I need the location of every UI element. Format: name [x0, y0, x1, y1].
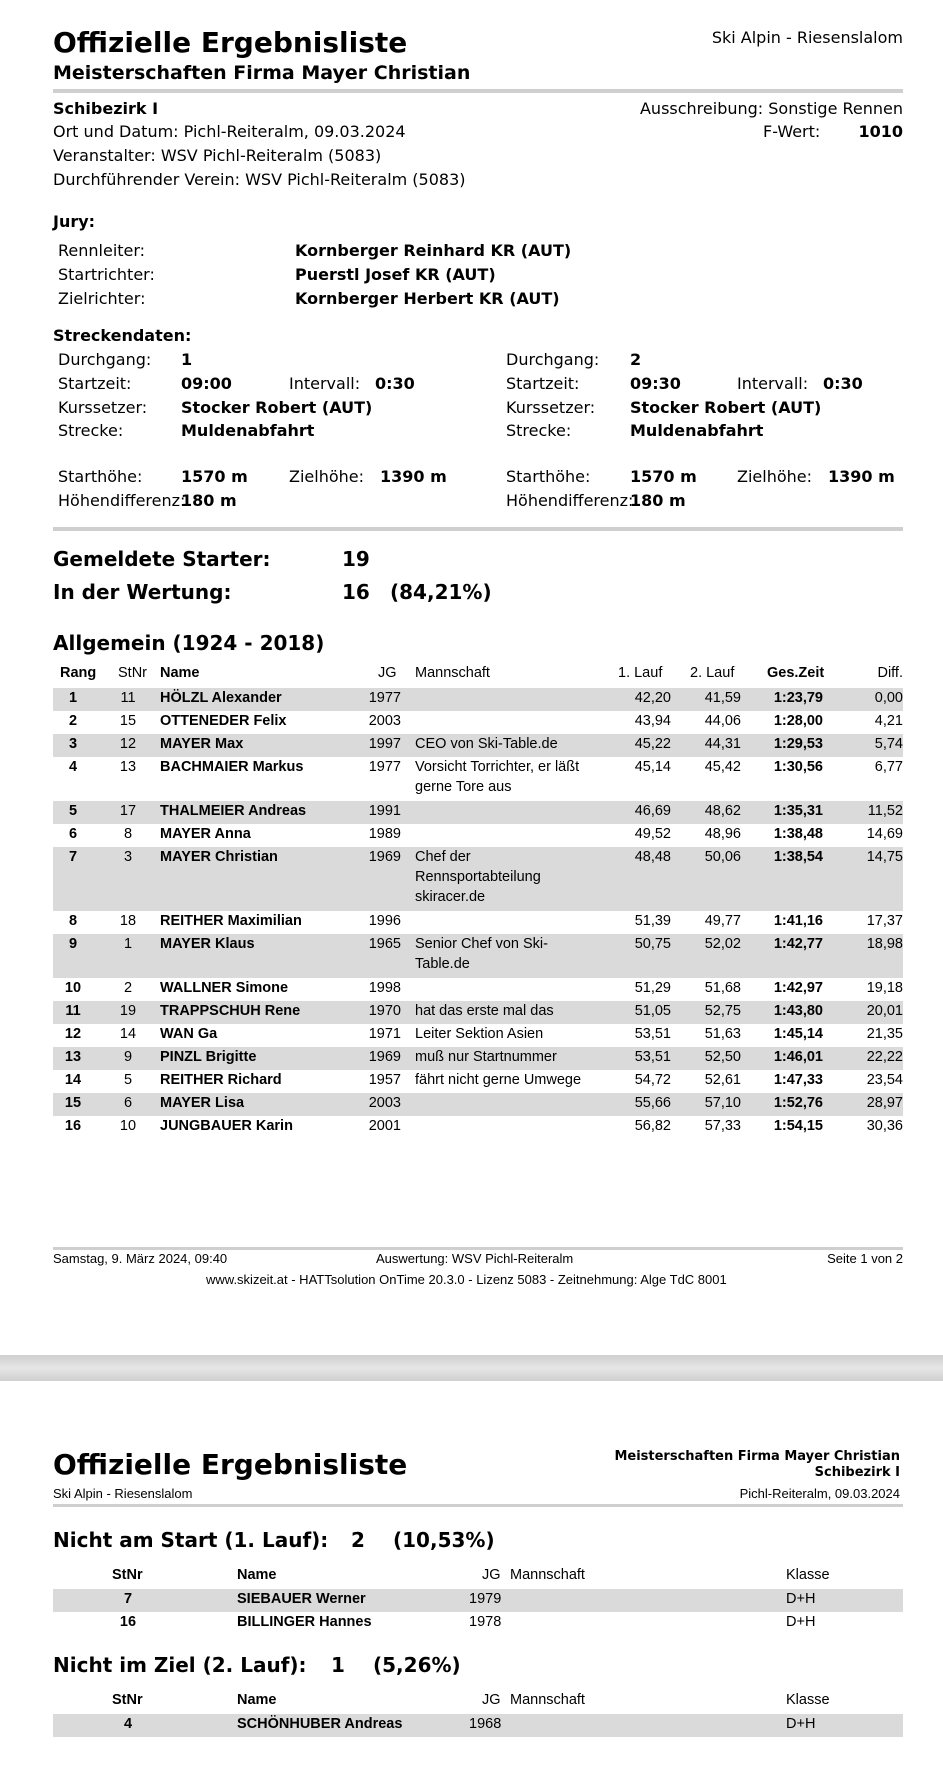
table-row — [53, 688, 903, 711]
run-label: Durchgang: — [506, 350, 600, 369]
diff-cell: 22,22 — [866, 1049, 903, 1065]
organizer: Veranstalter: WSV Pichl-Reiteralm (5083) — [53, 146, 382, 165]
rank-cell: 10 — [64, 980, 82, 996]
dnf-col-stnr: StNr — [112, 1692, 143, 1708]
run2-cell: 48,62 — [704, 803, 741, 819]
name-cell: REITHER Maximilian — [160, 913, 302, 929]
name-cell: THALMEIER Andreas — [160, 803, 307, 819]
team-cell: skiracer.de — [415, 889, 486, 905]
place-date: Ort und Datum: Pichl-Reiteralm, 09.03.2024 — [53, 122, 406, 141]
run-number: 2 — [630, 350, 642, 369]
diff-cell: 4,21 — [874, 713, 903, 729]
run1-cell: 51,05 — [634, 1003, 671, 1019]
run1-cell: 45,22 — [634, 736, 671, 752]
run1-cell: 49,52 — [634, 826, 671, 842]
page-break — [0, 1355, 943, 1381]
total-time-cell: 1:43,80 — [773, 1003, 823, 1019]
rank-cell: 13 — [64, 1049, 82, 1065]
track-label: Strecke: — [506, 421, 572, 440]
col-header-total: Ges.Zeit — [767, 665, 825, 681]
ranked-label: In der Wertung: — [53, 580, 232, 604]
district-label: Schibezirk I — [53, 99, 159, 118]
run2-cell: 48,96 — [704, 826, 741, 842]
dnf-col-jg: JG — [482, 1692, 501, 1708]
interval-label: Intervall: — [289, 374, 361, 393]
run1-cell: 51,39 — [634, 913, 671, 929]
jury-name: Puerstl Josef KR (AUT) — [295, 265, 496, 284]
registered-label: Gemeldete Starter: — [53, 547, 271, 571]
run1-cell: 50,75 — [634, 936, 671, 952]
year-cell: 1998 — [368, 980, 401, 996]
year-cell: 2001 — [368, 1118, 401, 1134]
table-row — [53, 1714, 903, 1737]
run1-cell: 45,14 — [634, 759, 671, 775]
stnr-cell: 5 — [123, 1072, 133, 1088]
total-time-cell: 1:29,53 — [773, 736, 823, 752]
footer-date: Samstag, 9. März 2024, 09:40 — [53, 1251, 228, 1266]
footer-evaluation: Auswertung: WSV Pichl-Reiteralm — [376, 1251, 574, 1266]
category-heading: Allgemein (1924 - 2018) — [53, 631, 325, 655]
total-time-cell: 1:54,15 — [773, 1118, 823, 1134]
stnr-cell: 19 — [119, 1003, 137, 1019]
col-header-rang: Rang — [60, 665, 97, 681]
table-row — [53, 734, 903, 757]
rank-cell: 15 — [64, 1095, 82, 1111]
footer-divider — [53, 1247, 903, 1250]
track-name: Muldenabfahrt — [630, 421, 764, 440]
rank-cell: 11 — [65, 1003, 81, 1019]
course-setter: Stocker Robert (AUT) — [630, 398, 822, 417]
course-setter: Stocker Robert (AUT) — [181, 398, 373, 417]
year-cell: 1977 — [368, 690, 401, 706]
height-diff: 180 m — [181, 491, 237, 510]
course-heading: Streckendaten: — [53, 326, 192, 345]
total-time-cell: 1:23,79 — [773, 690, 823, 706]
team-cell: hat das erste mal das — [415, 1003, 554, 1019]
page-title: Offizielle Ergebnisliste — [53, 1448, 408, 1481]
course-divider — [53, 527, 903, 531]
table-row — [53, 1116, 903, 1139]
results-table — [53, 688, 903, 1139]
class-cell: D+H — [786, 1614, 816, 1630]
stnr-cell: 11 — [120, 690, 136, 706]
team-cell: Rennsportabteilung — [415, 869, 541, 885]
run2-cell: 51,63 — [704, 1026, 741, 1042]
stnr-cell: 6 — [123, 1095, 133, 1111]
rank-cell: 12 — [64, 1026, 82, 1042]
team-cell: gerne Tore aus — [415, 779, 512, 795]
name-cell: WAN Ga — [160, 1026, 218, 1042]
finish-altitude: 1390 m — [380, 467, 447, 486]
name-cell: MAYER Klaus — [160, 936, 255, 952]
rank-cell: 1 — [68, 690, 78, 706]
stnr-cell: 7 — [123, 1591, 133, 1607]
footer-software: www.skizeit.at - HATTsolution OnTime 20.3.0 - Lizenz 5083 - Zeitnehmung: Alge TdC 8001 — [206, 1272, 727, 1287]
name-cell: MAYER Lisa — [160, 1095, 245, 1111]
results-page-2 — [0, 1381, 943, 1771]
table-row — [53, 711, 903, 734]
stnr-cell: 3 — [123, 849, 133, 865]
run2-cell: 57,33 — [704, 1118, 741, 1134]
team-cell: Leiter Sektion Asien — [415, 1026, 544, 1042]
team-cell: Table.de — [415, 956, 470, 972]
team-cell: Chef der — [415, 849, 471, 865]
track-label: Strecke: — [58, 421, 124, 440]
name-cell: WALLNER Simone — [160, 980, 289, 996]
dns-col-klasse: Klasse — [786, 1567, 830, 1583]
table-row — [53, 824, 903, 847]
col-header-run2: 2. Lauf — [690, 665, 735, 681]
run2-cell: 51,68 — [704, 980, 741, 996]
stnr-cell: 8 — [123, 826, 133, 842]
year-cell: 1970 — [368, 1003, 401, 1019]
stnr-cell: 4 — [123, 1716, 133, 1732]
height-diff-label: Höhendifferenz: — [58, 491, 186, 510]
run1-cell: 54,72 — [634, 1072, 671, 1088]
rank-cell: 16 — [64, 1118, 82, 1134]
rank-cell: 2 — [68, 713, 78, 729]
diff-cell: 20,01 — [866, 1003, 903, 1019]
run2-cell: 52,50 — [704, 1049, 741, 1065]
total-time-cell: 1:28,00 — [773, 713, 823, 729]
col-header-name: Name — [160, 665, 200, 681]
start-alt-label: Starthöhe: — [506, 467, 591, 486]
stnr-cell: 15 — [119, 713, 137, 729]
year-cell: 2003 — [368, 1095, 401, 1111]
start-time-label: Startzeit: — [58, 374, 132, 393]
diff-cell: 18,98 — [866, 936, 903, 952]
discipline-label: Ski Alpin - Riesenslalom — [711, 28, 903, 47]
jury-name: Kornberger Reinhard KR (AUT) — [295, 241, 572, 260]
run1-cell: 53,51 — [634, 1026, 671, 1042]
header-divider — [53, 1504, 903, 1507]
diff-cell: 23,54 — [866, 1072, 903, 1088]
page-title: Offizielle Ergebnisliste — [53, 26, 408, 59]
rank-cell: 14 — [64, 1072, 82, 1088]
year-cell: 1969 — [368, 849, 401, 865]
diff-cell: 14,75 — [866, 849, 903, 865]
name-cell: HÖLZL Alexander — [160, 690, 282, 706]
stnr-cell: 16 — [119, 1614, 137, 1630]
rank-cell: 8 — [68, 913, 78, 929]
finish-altitude: 1390 m — [828, 467, 895, 486]
height-diff: 180 m — [630, 491, 686, 510]
run-label: Durchgang: — [58, 350, 152, 369]
table-row — [53, 1070, 903, 1093]
finish-alt-label: Zielhöhe: — [737, 467, 812, 486]
year-cell: 1991 — [368, 803, 401, 819]
total-time-cell: 1:30,56 — [773, 759, 823, 775]
dns-col-jg: JG — [482, 1567, 501, 1583]
ranked-percent: (84,21%) — [390, 580, 492, 604]
table-row — [53, 1047, 903, 1070]
finish-alt-label: Zielhöhe: — [289, 467, 364, 486]
run1-cell: 53,51 — [634, 1049, 671, 1065]
start-time: 09:00 — [181, 374, 232, 393]
dns-count: 2 — [351, 1528, 365, 1552]
diff-cell: 21,35 — [866, 1026, 903, 1042]
year-cell: 1977 — [368, 759, 401, 775]
run2-cell: 44,06 — [704, 713, 741, 729]
dnf-count: 1 — [331, 1653, 345, 1677]
interval-label: Intervall: — [737, 374, 809, 393]
run1-cell: 55,66 — [634, 1095, 671, 1111]
run2-cell: 41,59 — [704, 690, 741, 706]
name-cell: BACHMAIER Markus — [160, 759, 304, 775]
run2-cell: 45,42 — [704, 759, 741, 775]
col-header-team: Mannschaft — [415, 665, 490, 681]
total-time-cell: 1:47,33 — [773, 1072, 823, 1088]
total-time-cell: 1:38,48 — [773, 826, 823, 842]
total-time-cell: 1:42,97 — [773, 980, 823, 996]
table-row — [53, 1612, 903, 1635]
rank-cell: 7 — [68, 849, 78, 865]
diff-cell: 14,69 — [866, 826, 903, 842]
rank-cell: 9 — [68, 936, 78, 952]
diff-cell: 17,37 — [866, 913, 903, 929]
dnf-table — [53, 1714, 903, 1737]
rank-cell: 6 — [68, 826, 78, 842]
total-time-cell: 1:42,77 — [773, 936, 823, 952]
discipline-label: Ski Alpin - Riesenslalom — [53, 1486, 193, 1501]
dns-percent: (10,53%) — [393, 1528, 495, 1552]
year-cell: 1965 — [368, 936, 401, 952]
run-number: 1 — [181, 350, 193, 369]
total-time-cell: 1:46,01 — [773, 1049, 823, 1065]
table-row — [53, 757, 903, 801]
dns-col-name: Name — [237, 1567, 277, 1583]
stnr-cell: 10 — [119, 1118, 137, 1134]
year-cell: 1971 — [368, 1026, 401, 1042]
team-cell: Senior Chef von Ski- — [415, 936, 548, 952]
setter-label: Kurssetzer: — [506, 398, 596, 417]
table-row — [53, 1093, 903, 1116]
team-cell: Vorsicht Torrichter, er läßt — [415, 759, 580, 775]
team-cell: CEO von Ski-Table.de — [415, 736, 558, 752]
jury-heading: Jury: — [53, 212, 96, 231]
name-cell: MAYER Max — [160, 736, 244, 752]
run1-cell: 46,69 — [634, 803, 671, 819]
table-row — [53, 1024, 903, 1047]
year-cell: 1968 — [469, 1716, 502, 1732]
stnr-cell: 12 — [119, 736, 137, 752]
run2-cell: 50,06 — [704, 849, 741, 865]
place-date: Pichl-Reiteralm, 09.03.2024 — [739, 1486, 900, 1501]
table-row — [53, 847, 903, 911]
fwert-value: 1010 — [858, 122, 903, 141]
run1-cell: 42,20 — [634, 690, 671, 706]
start-altitude: 1570 m — [181, 467, 248, 486]
track-name: Muldenabfahrt — [181, 421, 315, 440]
run2-cell: 52,61 — [704, 1072, 741, 1088]
stnr-cell: 9 — [123, 1049, 133, 1065]
table-row — [53, 1001, 903, 1024]
diff-cell: 0,00 — [874, 690, 903, 706]
interval: 0:30 — [823, 374, 863, 393]
year-cell: 1989 — [368, 826, 401, 842]
total-time-cell: 1:35,31 — [773, 803, 823, 819]
start-alt-label: Starthöhe: — [58, 467, 143, 486]
team-cell: fährt nicht gerne Umwege — [415, 1072, 582, 1088]
name-cell: BILLINGER Hannes — [237, 1614, 372, 1630]
year-cell: 1996 — [368, 913, 401, 929]
total-time-cell: 1:52,76 — [773, 1095, 823, 1111]
run1-cell: 51,29 — [634, 980, 671, 996]
name-cell: PINZL Brigitte — [160, 1049, 257, 1065]
event-subtitle: Meisterschaften Firma Mayer Christian — [53, 62, 471, 84]
start-altitude: 1570 m — [630, 467, 697, 486]
run2-cell: 49,77 — [704, 913, 741, 929]
run2-cell: 52,75 — [704, 1003, 741, 1019]
year-cell: 1957 — [368, 1072, 401, 1088]
year-cell: 2003 — [368, 713, 401, 729]
stnr-cell: 1 — [123, 936, 133, 952]
dnf-col-klasse: Klasse — [786, 1692, 830, 1708]
executing-club: Durchführender Verein: WSV Pichl-Reiteralm (5083) — [53, 170, 466, 189]
run2-cell: 44,31 — [704, 736, 741, 752]
col-header-run1: 1. Lauf — [618, 665, 663, 681]
jury-name: Kornberger Herbert KR (AUT) — [295, 289, 560, 308]
name-cell: OTTENEDER Felix — [160, 713, 287, 729]
district-label: Schibezirk I — [814, 1465, 900, 1480]
class-cell: D+H — [786, 1716, 816, 1732]
stnr-cell: 2 — [123, 980, 133, 996]
dns-col-stnr: StNr — [112, 1567, 143, 1583]
stnr-cell: 18 — [119, 913, 137, 929]
height-diff-label: Höhendifferenz: — [506, 491, 634, 510]
table-row — [53, 1589, 903, 1612]
team-cell: muß nur Startnummer — [415, 1049, 557, 1065]
run1-cell: 56,82 — [634, 1118, 671, 1134]
table-row — [53, 911, 903, 934]
run1-cell: 48,48 — [634, 849, 671, 865]
stnr-cell: 14 — [119, 1026, 137, 1042]
class-cell: D+H — [786, 1591, 816, 1607]
diff-cell: 5,74 — [874, 736, 903, 752]
fwert-label: F-Wert: — [763, 122, 821, 141]
dns-table — [53, 1589, 903, 1635]
dnf-col-name: Name — [237, 1692, 277, 1708]
name-cell: MAYER Anna — [160, 826, 251, 842]
year-cell: 1969 — [368, 1049, 401, 1065]
footer-page: Seite 1 von 2 — [827, 1251, 903, 1266]
jury-role: Startrichter: — [58, 265, 155, 284]
dns-col-team: Mannschaft — [510, 1567, 585, 1583]
dnf-col-team: Mannschaft — [510, 1692, 585, 1708]
total-time-cell: 1:38,54 — [773, 849, 823, 865]
dnf-percent: (5,26%) — [373, 1653, 461, 1677]
setter-label: Kurssetzer: — [58, 398, 148, 417]
registered-count: 19 — [342, 547, 370, 571]
diff-cell: 28,97 — [866, 1095, 903, 1111]
col-header-diff: Diff. — [877, 665, 903, 681]
year-cell: 1978 — [469, 1614, 502, 1630]
year-cell: 1979 — [469, 1591, 502, 1607]
run2-cell: 52,02 — [704, 936, 741, 952]
dns-label: Nicht am Start (1. Lauf): — [53, 1528, 329, 1552]
event-name: Meisterschaften Firma Mayer Christian — [614, 1449, 900, 1464]
run1-cell: 43,94 — [634, 713, 671, 729]
rank-cell: 5 — [68, 803, 78, 819]
start-time: 09:30 — [630, 374, 681, 393]
table-row — [53, 801, 903, 824]
name-cell: JUNGBAUER Karin — [160, 1118, 293, 1134]
ranked-count: 16 — [342, 580, 370, 604]
name-cell: SIEBAUER Werner — [237, 1591, 366, 1607]
run2-cell: 57,10 — [704, 1095, 741, 1111]
header-divider — [53, 89, 903, 93]
jury-role: Rennleiter: — [58, 241, 146, 260]
col-header-jg: JG — [378, 665, 397, 681]
jury-role: Zielrichter: — [58, 289, 146, 308]
start-time-label: Startzeit: — [506, 374, 580, 393]
diff-cell: 11,52 — [867, 803, 903, 819]
stnr-cell: 13 — [119, 759, 137, 775]
name-cell: SCHÖNHUBER Andreas — [237, 1716, 403, 1732]
diff-cell: 19,18 — [866, 980, 903, 996]
dnf-label: Nicht im Ziel (2. Lauf): — [53, 1653, 307, 1677]
tender-label: Ausschreibung: Sonstige Rennen — [639, 99, 903, 118]
total-time-cell: 1:45,14 — [773, 1026, 823, 1042]
diff-cell: 30,36 — [866, 1118, 903, 1134]
rank-cell: 3 — [68, 736, 78, 752]
total-time-cell: 1:41,16 — [773, 913, 823, 929]
name-cell: TRAPPSCHUH Rene — [160, 1003, 301, 1019]
table-row — [53, 978, 903, 1001]
name-cell: REITHER Richard — [160, 1072, 282, 1088]
diff-cell: 6,77 — [874, 759, 903, 775]
name-cell: MAYER Christian — [160, 849, 278, 865]
stnr-cell: 17 — [119, 803, 137, 819]
interval: 0:30 — [375, 374, 415, 393]
col-header-stnr: StNr — [118, 665, 147, 681]
rank-cell: 4 — [68, 759, 78, 775]
table-row — [53, 934, 903, 978]
year-cell: 1997 — [368, 736, 401, 752]
